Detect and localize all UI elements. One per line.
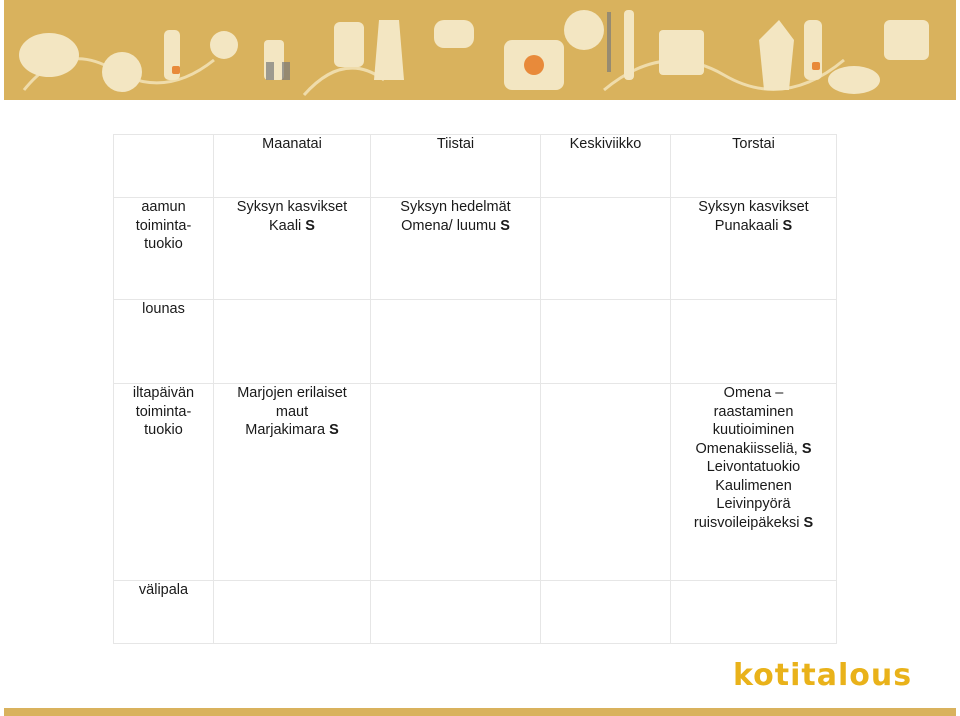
- cell-ilta-wednesday: [541, 384, 671, 581]
- row-label-iltapaivan: iltapäivän toiminta- tuokio: [114, 384, 214, 581]
- cell-ilta-tuesday: [371, 384, 541, 581]
- header-row: [114, 135, 837, 198]
- kitchen-illustration-banner: [4, 0, 956, 100]
- header-day-monday: Maanatai: [214, 135, 371, 198]
- table-row: [114, 384, 837, 581]
- cell-ilta-monday: Marjojen erilaiset maut Marjakimara S: [214, 384, 371, 581]
- cell-vali-monday: [214, 581, 371, 644]
- cell-aamun-wednesday: [541, 198, 671, 300]
- kotitalous-logo: kotitalous: [733, 658, 913, 693]
- cell-ilta-thursday: Omena – raastaminen kuutioiminen Omenakiisseliä, S Leivontatuokio Kaulimenen Leivinpyörä ruisvoileipäkeksi S: [671, 384, 837, 581]
- cell-lounas-thursday: [671, 300, 837, 384]
- weekly-schedule-table: [113, 134, 837, 644]
- bottom-decor-strip: [4, 708, 956, 716]
- cell-lounas-monday: [214, 300, 371, 384]
- cell-aamun-thursday: Syksyn kasvikset Punakaali S: [671, 198, 837, 300]
- header-day-tuesday: Tiistai: [371, 135, 541, 198]
- row-label-aamun: aamun toiminta- tuokio: [114, 198, 214, 300]
- header-day-wednesday: Keskiviikko: [541, 135, 671, 198]
- table-row: [114, 300, 837, 384]
- cell-vali-thursday: [671, 581, 837, 644]
- cell-aamun-monday: Syksyn kasvikset Kaali S: [214, 198, 371, 300]
- header-day-thursday: Torstai: [671, 135, 837, 198]
- cell-lounas-tuesday: [371, 300, 541, 384]
- cell-lounas-wednesday: [541, 300, 671, 384]
- cell-vali-tuesday: [371, 581, 541, 644]
- table-row: [114, 581, 837, 644]
- cell-vali-wednesday: [541, 581, 671, 644]
- row-label-valipala: välipala: [114, 581, 214, 644]
- cell-aamun-tuesday: Syksyn hedelmät Omena/ luumu S: [371, 198, 541, 300]
- kitchen-pattern-icon: [4, 0, 956, 100]
- header-empty-cell: [114, 135, 214, 198]
- row-label-lounas: lounas: [114, 300, 214, 384]
- table-row: [114, 198, 837, 300]
